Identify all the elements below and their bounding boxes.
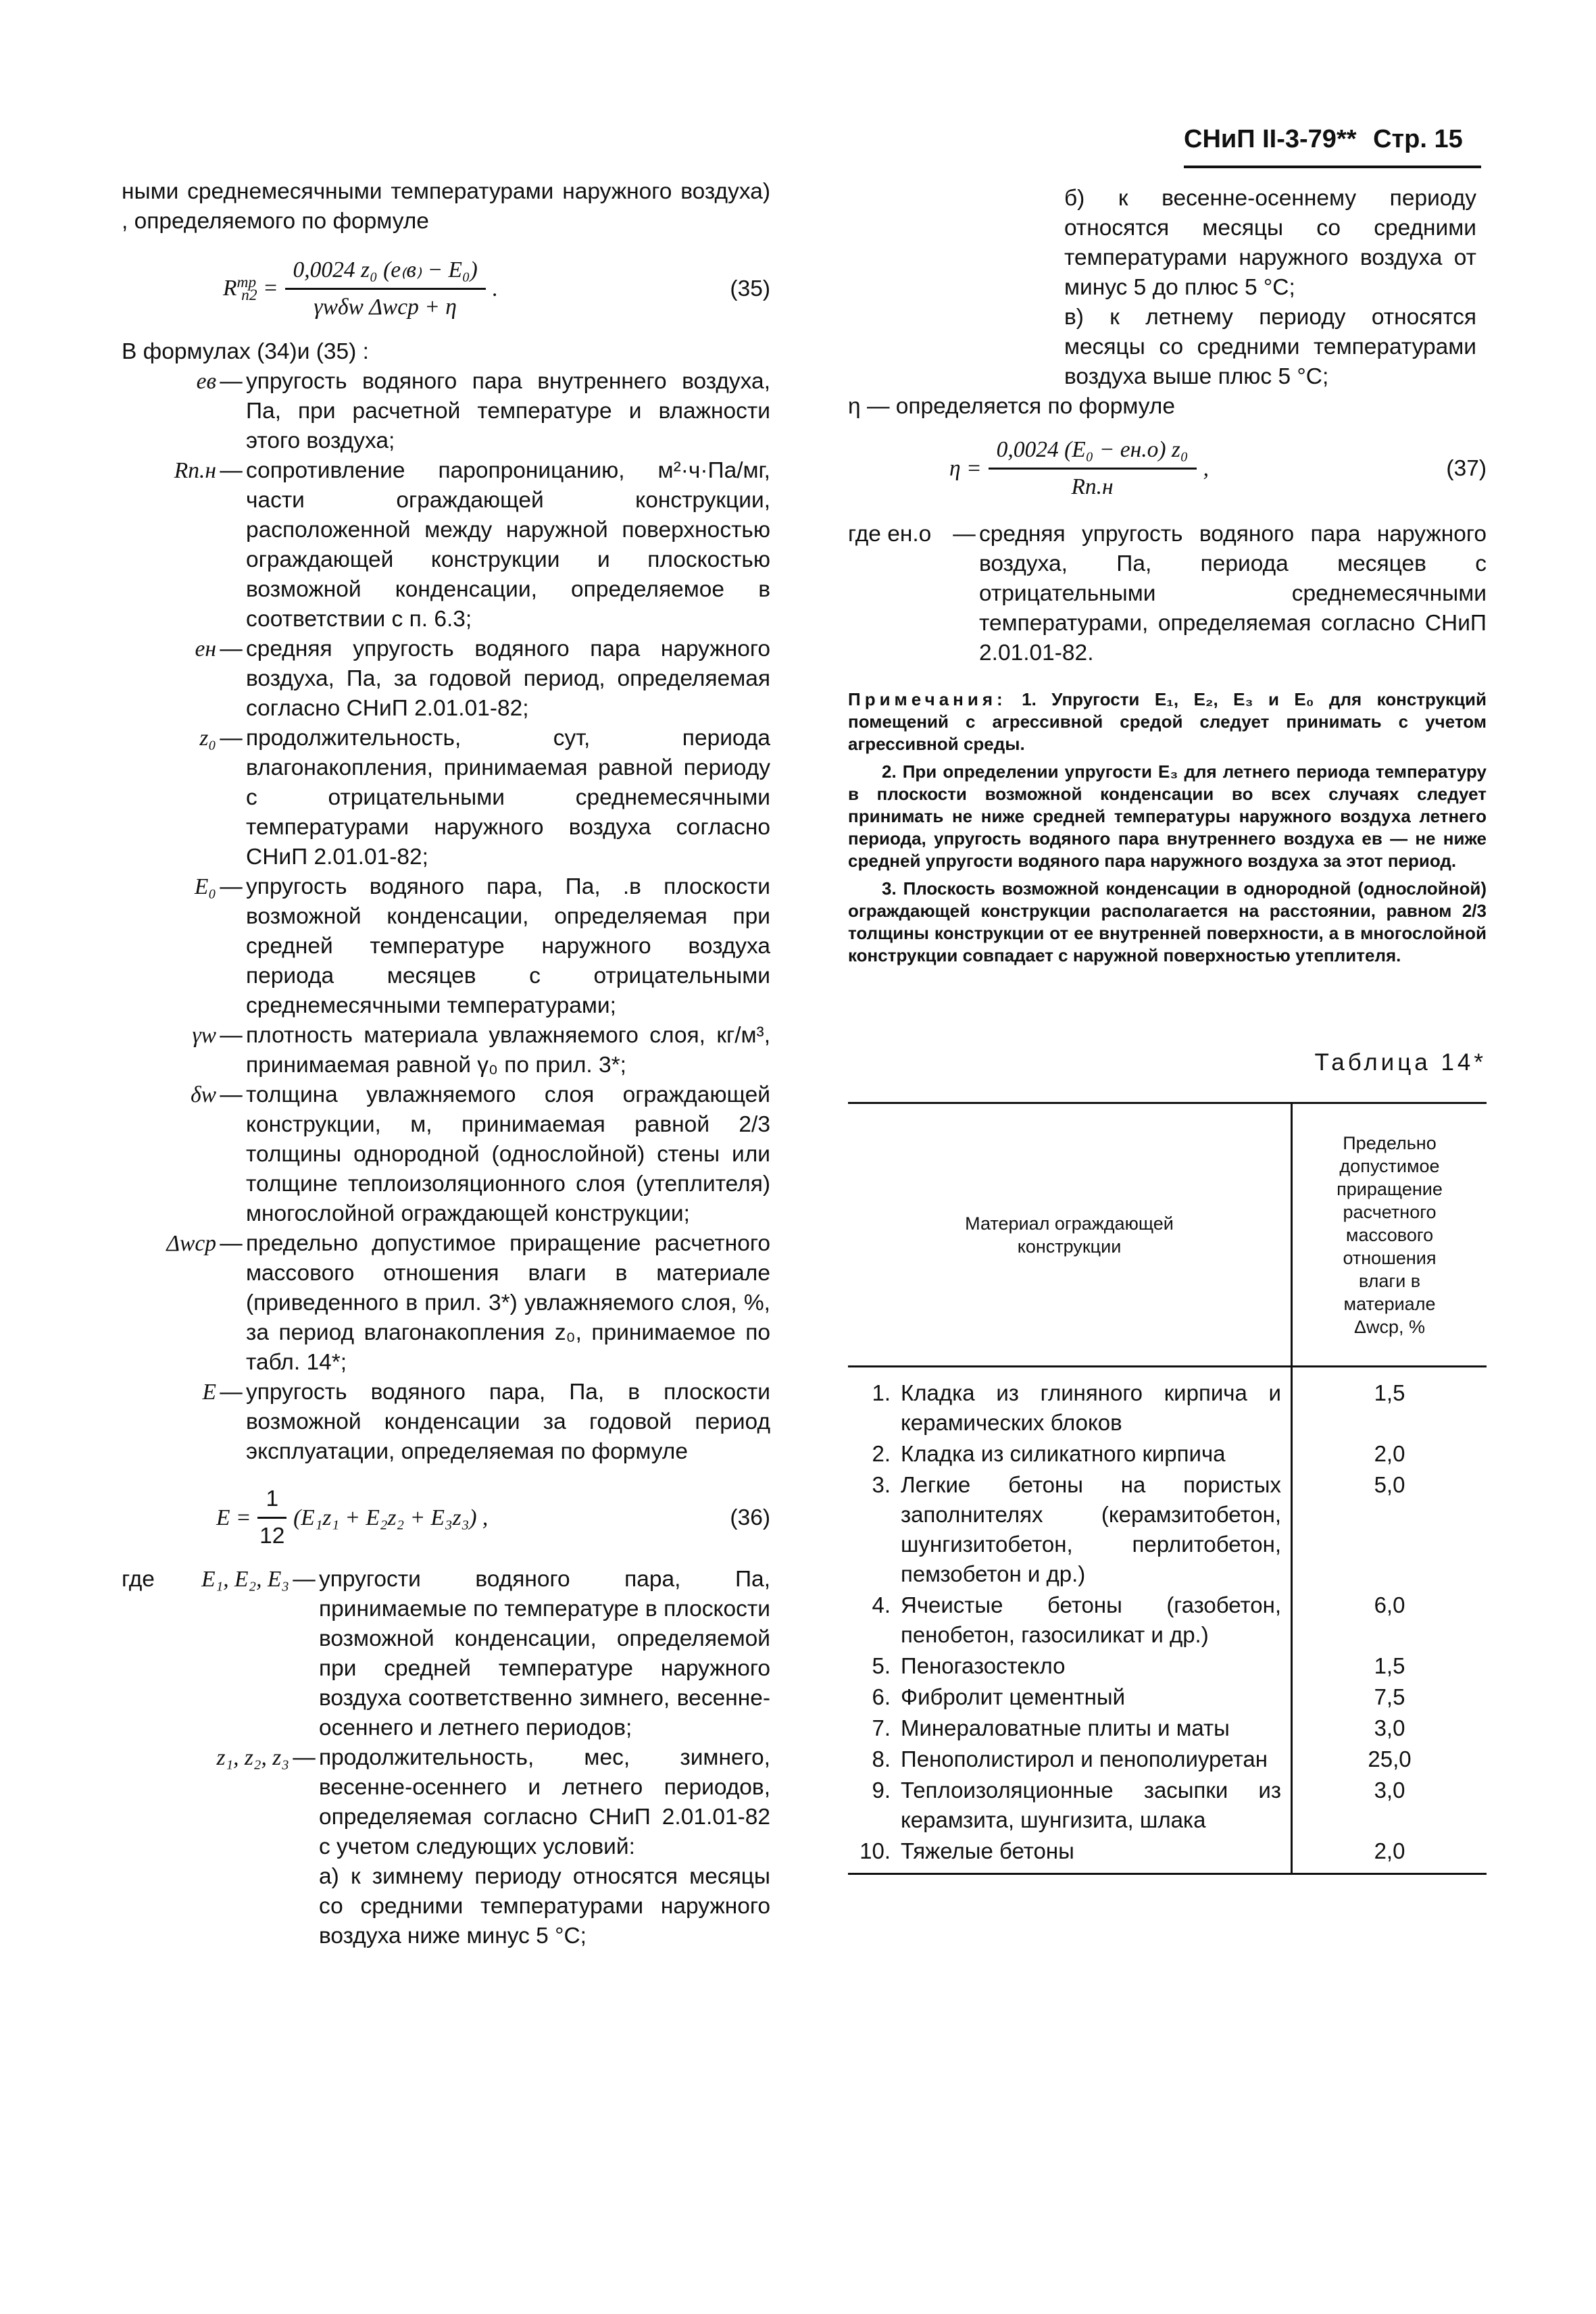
row-value: 7,5 [1374,1684,1405,1709]
formula-36-numerator: 1 [257,1484,286,1519]
definition-text: упругость водяного пара внутреннего воздуха, Па, при расчетной температуре и влажности этого воздуха; [246,369,770,453]
definition-row: z₀ — продолжительность, сут, периода влагонакопления, принимаемая равной периоду с отрицательными среднемесячными температурами наружного воздуха согласно СНиП 2.01.01-82; [122,724,770,872]
definition-text: средняя упругость водяного пара наружного воздуха, Па, за годовой период, определяемая согласно СНиП 2.01.01-82; [246,636,770,721]
table-row [848,1744,1487,1775]
definition-symbol: eв [196,369,216,394]
table-header-value: Предельно допустимое приращение расчетного массового отношения влаги в материале Δwср, % [1292,1103,1487,1367]
row-number: 5. [872,1653,891,1678]
definitions-list [122,367,770,1467]
definition-row: eн — средняя упругость водяного пара наружного воздуха, Па, за годовой период, определяемая согласно СНиП 2.01.01-82; [122,634,770,724]
definition-row: z₁, z₂, z₃ — продолжительность, мес, зимнего, весенне-осеннего и летнего периодов, определяемая согласно СНиП 2.01.01-82 с учетом следующих условий: [122,1743,770,1862]
definition-row: E — упругость водяного пара, Па, в плоскости возможной конденсации за годовой период эксплуатации, определяемая по формуле [122,1378,770,1467]
formula-35-fraction [285,255,486,322]
formula-37-label: (37) [1446,455,1487,481]
definition-text: упругость водяного пара, Па, в плоскости возможной конденсации за годовой период эксплуатации, определяемая по формуле [246,1380,770,1464]
row-number: 6. [872,1684,891,1709]
table-row [848,1682,1487,1713]
row-material: Кладка из силикатного кирпича [900,1438,1292,1469]
formula-35-lhs: $R^{тр}_{п2}$ = [223,273,278,305]
definition-symbol: Δwср [166,1231,216,1256]
definition-symbol: E₀ [194,874,216,899]
definition-symbol: Rп.н [174,458,216,483]
row-material: Минераловатные плиты и маты [900,1713,1292,1744]
table-row [848,1713,1487,1744]
formula-37-tail: , [1203,455,1209,481]
formula-36 [216,1484,770,1551]
definition-text: продолжительность, сут, периода влагонакопления, принимаемая равной периоду с отрицательными среднемесячными температурами наружного воздуха согласно СНиП 2.01.01-82; [246,726,770,870]
condition-a: а) к зимнему периоду относятся месяцы со средними температурами наружного воздуха ниже минус 5 °С; [319,1864,770,1948]
table-row [848,1438,1487,1469]
definition-row: δw — толщина увлажняемого слоя ограждающей конструкции, м, принимаемая равной 2/3 толщины однородной (однослойной) стены или толщине теплоизоляционного слоя (утеплителя) многослойной ограждающей конструкции; [122,1080,770,1229]
table-body [848,1367,1487,1874]
definitions-list-2 [122,1565,770,1862]
row-material: Пеногазостекло [900,1651,1292,1682]
notes-block [848,688,1487,967]
definition-symbol: γw [192,1023,216,1048]
table-header-material: Материал ограждающей конструкции [848,1103,1292,1367]
formula-37-numerator: 0,0024 (E₀ − eн.о) z₀ [989,435,1197,470]
right-column [848,177,1487,1875]
row-value: 25,0 [1368,1746,1412,1771]
formula-37-fraction [989,435,1197,502]
definition-symbol: δw [191,1082,216,1107]
row-number: 10. [848,1836,900,1874]
row-material: Пенополистирол и пенополиуретан [900,1744,1292,1775]
row-value: 1,5 [1374,1380,1405,1405]
eta-definition: η — определяется по формуле [848,394,1175,419]
formula-35-label: (35) [730,276,770,301]
formula-37 [949,435,1487,502]
definition-text: упругости водяного пара, Па, принимаемые по температуре в плоскости возможной конденсации, определяемой при средней температуре наружного воздуха соответственно зимнего, весенне-осеннего и летнего периодов; [319,1567,770,1740]
table-14 [848,1102,1487,1875]
table-row [848,1469,1487,1590]
definition-text: предельно допустимое приращение расчетного массового отношения влаги в материале (приведенного в прил. 3*) увлажняемого слоя, %, за период влагонакопления z₀, принимаемое по табл. 14*; [246,1231,770,1375]
formula-36-lhs: E = [216,1505,251,1530]
table-row [848,1590,1487,1651]
row-material: Легкие бетоны на пористых заполнителях (керамзитобетон, шунгизитобетон, перлитобетон, пемзобетон и др.) [900,1469,1292,1590]
page-number: Стр. 15 [1373,125,1463,153]
row-number: 4. [872,1592,891,1617]
row-value: 6,0 [1374,1592,1405,1617]
row-value: 3,0 [1374,1715,1405,1740]
definition-text: упругость водяного пара, Па, .в плоскости возможной конденсации, определяемая при средней температуре наружного воздуха периода месяцев с отрицательными среднемесячными температурами; [246,874,770,1018]
definition-text: толщина увлажняемого слоя ограждающей конструкции, м, принимаемая равной 2/3 толщины однородной (однослойной) стены или толщине теплоизоляционного слоя (утеплителя) многослойной ограждающей конструкции; [246,1082,770,1226]
row-number: 2. [872,1441,891,1466]
row-value: 2,0 [1292,1836,1487,1874]
intro-text: ными среднемесячными температурами наружного воздуха) , определяемого по формуле [122,179,770,234]
formula-37-lhs: η = [949,455,982,481]
notes-label: Примечания: [848,689,1007,709]
note-2: 2. При определении упругости E₃ для летнего периода температуру в плоскости возможной конденсации во всех случаях следует принимать не ниже средней температуры наружного воздуха летнего периода, упругость водяного пара внутреннего воздуха eв — не ниже средней упругости водяного пара наружного воздуха за этот период. [848,761,1487,871]
formula-36-denominator: 12 [259,1524,285,1549]
definition-row: eв — упругость водяного пара внутреннего воздуха, Па, при расчетной температуре и влажности этого воздуха; [122,367,770,456]
definition-text: продолжительность, мес, зимнего, весенне-осеннего и летнего периодов, определяемая согласно СНиП 2.01.01-82 с учетом следующих условий: [319,1745,770,1859]
where-eho-symbol: где eн.о [848,522,932,547]
formula-36-label: (36) [730,1505,770,1530]
condition-c: в) к летнему периоду относятся месяцы со средними температурами воздуха выше плюс 5 °С; [1064,305,1476,389]
definition-row: E₁, E₂, E₃ — упругости водяного пара, Па, принимаемые по температуре в плоскости возможной конденсации, определяемой при средней температуре наружного воздуха соответственно зимнего, весенне-осеннего и летнего периодов; [122,1565,770,1743]
left-column [122,177,770,1951]
definition-row: γw — плотность материала увлажняемого слоя, кг/м³, принимаемая равной γ₀ по прил. 3*; [122,1021,770,1080]
formula-35-denominator: γwδw Δwср + η [314,295,457,320]
definition-text: плотность материала увлажняемого слоя, кг/м³, принимаемая равной γ₀ по прил. 3*; [246,1023,770,1078]
formula-36-rhs: (E₁z₁ + E₂z₂ + E₃z₃) , [293,1505,489,1530]
definition-symbol: z₁, z₂, z₃ [216,1745,289,1770]
row-value: 1,5 [1374,1653,1405,1678]
note-3: 3. Плоскость возможной конденсации в однородной (однослойной) ограждающей конструкции располагается на расстоянии, равном 2/3 толщины конструкции от ее внутренней поверхности, а в многослойной конструкции совпадает с наружной поверхностью утеплителя. [848,878,1487,965]
definition-symbol: E₁, E₂, E₃ [201,1567,289,1592]
row-value: 2,0 [1374,1441,1405,1466]
row-material: Фибролит цементный [900,1682,1292,1713]
definition-row: Rп.н — сопротивление паропроницанию, м²·ч·Па/мг, части ограждающей конструкции, расположенной между наружной поверхностью ограждающей конструкции и плоскостью возможной конденсации, определяемое в соответствии с п. 6.3; [122,456,770,634]
where-word: где [122,1567,155,1592]
row-material: Тяжелые бетоны [900,1836,1292,1874]
page-header [1184,125,1481,168]
row-material: Теплоизоляционные засыпки из керамзита, шунгизита, шлака [900,1775,1292,1836]
table-row [848,1836,1487,1874]
condition-b: б) к весенне-осеннему периоду относятся месяцы со средними температурами наружного воздуха от минус 5 до плюс 5 °С; [1064,186,1476,300]
row-number: 7. [872,1715,891,1740]
formula-37-denominator: Rп.н [1071,474,1114,499]
table-row [848,1367,1487,1439]
row-number: 1. [872,1380,891,1405]
definition-text: сопротивление паропроницанию, м²·ч·Па/мг, части ограждающей конструкции, расположенной между наружной поверхностью ограждающей конструкции и плоскостью возможной конденсации, определяемое в соответствии с п. 6.3; [246,458,770,632]
formula-35-numerator: 0,0024 z₀ (e₍в₎ − E₀) [285,255,486,290]
table-row [848,1651,1487,1682]
where-eho-text: средняя упругость водяного пара наружного воздуха, Па, периода месяцев с отрицательными среднемесячными температурами, определяемая согласно СНиП 2.01.01-82. [979,522,1487,665]
row-value: 5,0 [1374,1472,1405,1497]
definition-row: Δwср — предельно допустимое приращение расчетного массового отношения влаги в материале (приведенного в прил. 3*) увлажняемого слоя, %, за период влагонакопления z₀, принимаемое по табл. 14*; [122,1229,770,1378]
row-number: 8. [872,1746,891,1771]
in-formulas-heading: В формулах (34)и (35) : [122,339,369,364]
definition-row: E₀ — упругость водяного пара, Па, .в плоскости возможной конденсации, определяемая при средней температуре наружного воздуха периода месяцев с отрицательными среднемесячными температурами; [122,872,770,1021]
note-1: Примечания: 1. Упругости E₁, E₂, E₃ и E₀ для конструкций помещений с агрессивной средой следует принимать с учетом агрессивной среды. [848,689,1487,754]
table-title: Таблица 14* [1314,1049,1487,1076]
definition-symbol: E [202,1380,216,1405]
row-number: 9. [872,1778,891,1803]
row-material: Ячеистые бетоны (газобетон, пенобетон, газосиликат и др.) [900,1590,1292,1651]
row-value: 3,0 [1374,1778,1405,1803]
definition-symbol: eн [195,636,216,661]
formula-35: $R^{тр}_{п2}$ = $\frac{\text{0,0024 z₀ (e₍в₎ − E₀)}}{\text{γwδw Δwср + η}}$ . (35) [223,255,770,322]
where-eho: где eн.о — средняя упругость водяного пара наружного воздуха, Па, периода месяцев с отрицательными среднемесячными температурами, определяемая согласно СНиП 2.01.01-82. [848,520,1487,668]
row-material: Кладка из глиняного кирпича и керамических блоков [900,1367,1292,1439]
document-code: СНиП II-3-79** [1184,125,1357,153]
row-number: 3. [872,1472,891,1497]
table-row [848,1775,1487,1836]
formula-36-fraction [257,1484,286,1551]
definition-symbol: z₀ [199,726,216,751]
